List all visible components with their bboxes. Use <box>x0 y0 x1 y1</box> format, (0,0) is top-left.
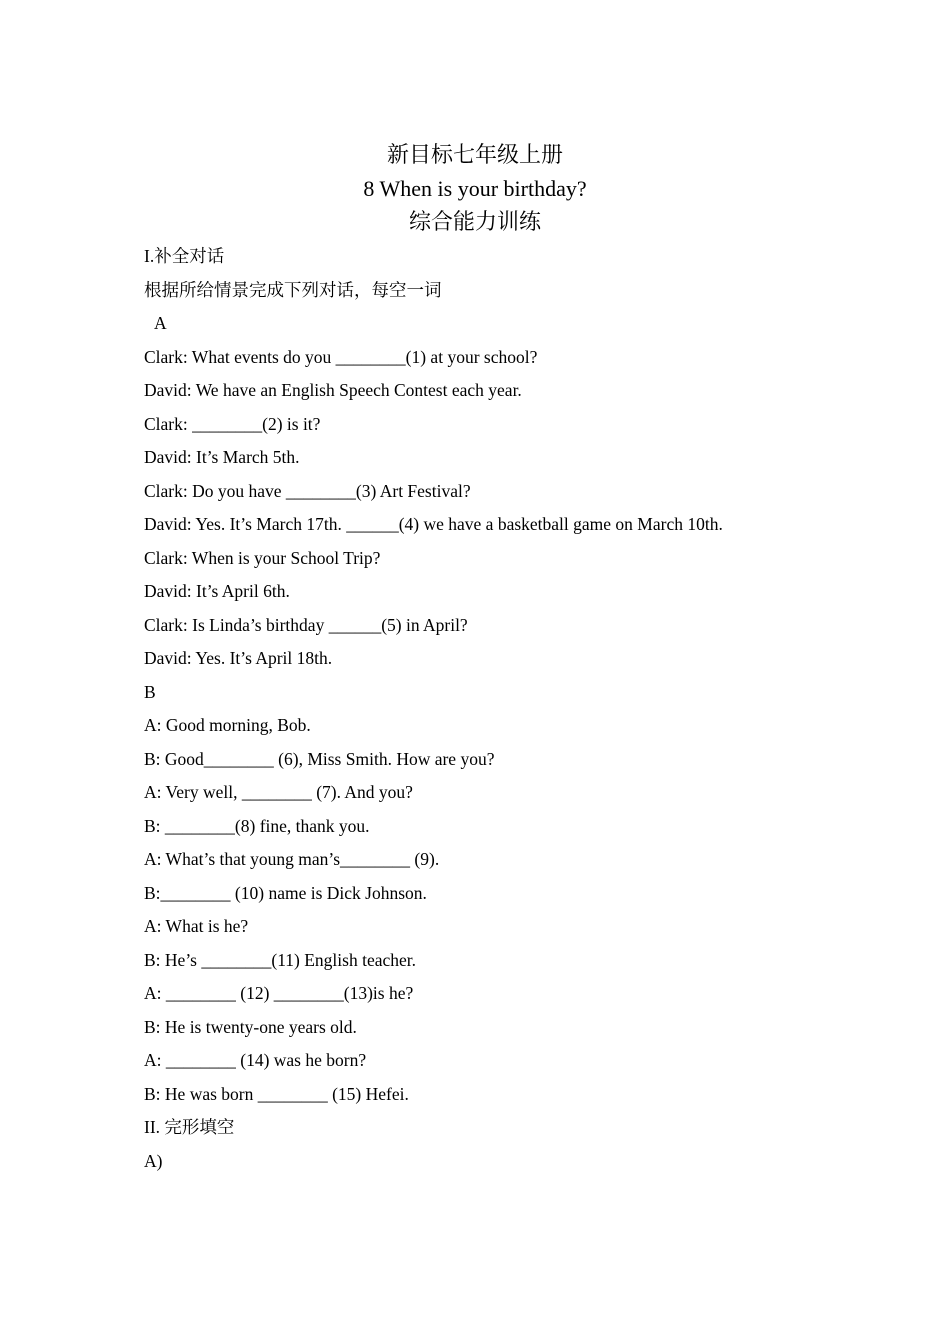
dialogue-line: B: Good________ (6), Miss Smith. How are you? <box>144 748 495 769</box>
dialogue-line: Clark: When is your School Trip? <box>144 547 381 568</box>
section-heading-cloze: II. 完形填空 <box>144 1117 235 1137</box>
dialogue-line: A: ________ (14) was he born? <box>144 1050 367 1070</box>
title-exercise: 综合能力训练 <box>408 209 541 234</box>
title-textbook: 新目标七年级上册 <box>386 142 563 167</box>
instruction-text: 根据所给情景完成下列对话，每空一词 <box>144 279 442 300</box>
dialogue-line: Clark: Do you have ________(3) Art Festival? <box>144 480 471 501</box>
dialogue-line: A: What is he? <box>144 916 249 936</box>
dialogue-line: Clark: ________(2) is it? <box>144 413 321 434</box>
dialogue-line: B:________ (10) name is Dick Johnson. <box>144 882 427 903</box>
dialogue-line: B: ________(8) fine, thank you. <box>144 815 370 836</box>
dialogue-line: A: What’s that young man’s________ (9). <box>144 849 440 869</box>
dialogue-line: Clark: Is Linda’s birthday ______(5) in April? <box>144 614 468 635</box>
dialogue-line: David: Yes. It’s March 17th. ______(4) we have a basketball game on March 10th. <box>144 514 723 534</box>
dialogue-line: David: It’s March 5th. <box>144 447 300 467</box>
part-label-a-cloze: A) <box>144 1150 163 1171</box>
dialogue-line: B: He is twenty-one years old. <box>144 1016 357 1037</box>
document-body <box>144 240 904 1178</box>
dialogue-line: A: Very well, ________ (7). And you? <box>144 782 413 802</box>
document-title-block <box>0 138 950 239</box>
section-heading-dialogue: I.补全对话 <box>144 246 225 266</box>
dialogue-line: Clark: What events do you ________(1) at your school? <box>144 346 538 367</box>
part-label-b: B <box>144 681 156 702</box>
part-label-a: A <box>154 313 167 333</box>
dialogue-line: A: Good morning, Bob. <box>144 715 311 735</box>
dialogue-line: A: ________ (12) ________(13)is he? <box>144 983 414 1003</box>
title-unit: 8 When is your birthday? <box>363 175 587 201</box>
dialogue-line: B: He was born ________ (15) Hefei. <box>144 1083 409 1104</box>
dialogue-line: David: Yes. It’s April 18th. <box>144 648 333 668</box>
dialogue-line: B: He’s ________(11) English teacher. <box>144 949 417 970</box>
dialogue-line: David: It’s April 6th. <box>144 581 290 601</box>
dialogue-line: David: We have an English Speech Contest each year. <box>144 380 522 400</box>
